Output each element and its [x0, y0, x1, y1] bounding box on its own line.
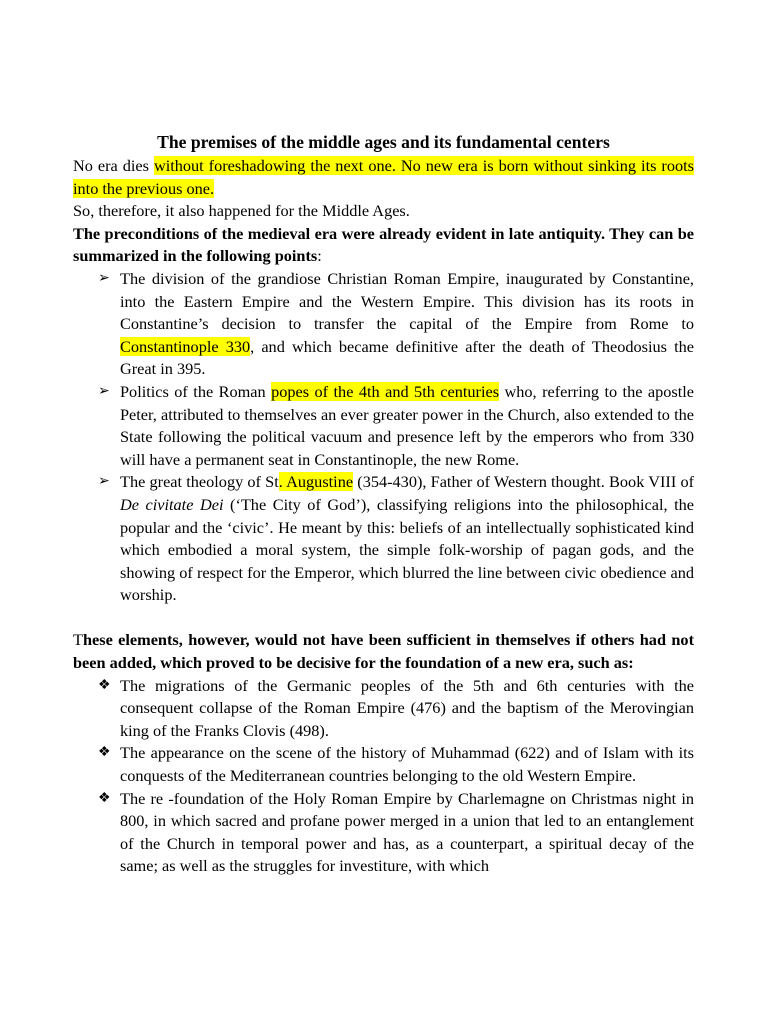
- item-text: who, referring to the apostle Peter, attributed to themselves an ever greater power in the Church, also extended to the State following the political vacuum and presence left by the emperors who from 330 will have a permanent seat in Constantinople, the new Rome.: [120, 381, 695, 469]
- item-text: , and which became definitive after the death of Theodosius the Great in 395.: [120, 336, 695, 379]
- document-title: The premises of the middle ages and its fundamental centers: [157, 132, 610, 152]
- list-item: [73, 788, 694, 878]
- diamond-bullet-icon: ❖: [98, 790, 111, 806]
- intro-text: No era dies: [73, 156, 154, 175]
- elements-bold-text: hese elements, however, would not have been sufficient in themselves if others had not been added, which proved to be decisive for the foundation of a new era, such as:: [73, 630, 694, 673]
- paragraph-gap: [73, 607, 694, 630]
- item-text: (‘The City of God’), classifying religions into the philosophical, the popular and the ‘civic’. He meant by this: beliefs of an intellectually sophisticated kind which embodied a moral system, the simple folk-worship of pagan gods, and the showing of respect for the Emperor, which blurred the line between civic obedience and worship.: [120, 494, 695, 605]
- colon: :: [317, 246, 322, 266]
- highlighted-text: without foreshadowing the next one. No new era is born without sinking its roots into the previous one.: [73, 156, 694, 198]
- highlighted-text: . Augustine: [278, 472, 354, 492]
- diamond-bullet-icon: ❖: [98, 677, 111, 693]
- list-item: [73, 675, 694, 743]
- item-text: The re -foundation of the Holy Roman Empire by Charlemagne on Christmas night in 800, in which sacred and profane power merged in a union that led to an entanglement of the Church in temporal power and has, as a counterpart, a spiritual decay of the same; as well as the struggles for investiture, with which: [120, 788, 694, 876]
- item-text: The division of the grandiose Christian Roman Empire, inaugurated by Constantine, into the Eastern Empire and the Western Empire. This division has its roots in Constantine’s decision to transfer the capital of the Empire from Rome to: [120, 268, 694, 334]
- book-title: De civitate Dei: [120, 494, 224, 514]
- document-body: [73, 130, 694, 878]
- item-text: (354-430), Father of Western thought. Book VIII of: [353, 472, 695, 492]
- highlighted-text: Constantinople 330: [120, 336, 251, 356]
- middle-ages-sentence: So, therefore, it also happened for the Middle Ages.: [73, 201, 410, 221]
- first-letter: T: [73, 630, 83, 650]
- item-text: The migrations of the Germanic peoples of the 5th and 6th centuries with the consequent collapse of the Roman Empire (476) and the baptism of the Merovingian king of the Franks Clovis (498).: [120, 675, 694, 740]
- intro-paragraph: [73, 155, 694, 200]
- arrow-bullet-icon: ➢: [98, 270, 110, 286]
- list-item: [73, 742, 694, 787]
- elements-paragraph: [73, 629, 694, 674]
- highlighted-text: popes of the 4th and 5th centuries: [271, 381, 500, 401]
- arrow-bullet-list: [73, 268, 694, 607]
- list-item: [73, 471, 694, 607]
- arrow-bullet-icon: ➢: [98, 383, 110, 399]
- item-text: Politics of the Roman: [120, 381, 272, 401]
- preconditions-bold-text: The preconditions of the medieval era were already evident in late antiquity. They can be summarized in the following points: [73, 223, 694, 266]
- list-item: [73, 268, 694, 381]
- preconditions-paragraph: [73, 223, 694, 268]
- item-text: The appearance on the scene of the history of Muhammad (622) and of Islam with its conquests of the Mediterranean countries belonging to the old Western Empire.: [120, 743, 694, 786]
- item-text: The great theology of St: [120, 472, 279, 492]
- diamond-bullet-list: [73, 675, 694, 878]
- arrow-bullet-icon: ➢: [98, 474, 110, 490]
- list-item: [73, 381, 694, 471]
- diamond-bullet-icon: ❖: [98, 745, 111, 761]
